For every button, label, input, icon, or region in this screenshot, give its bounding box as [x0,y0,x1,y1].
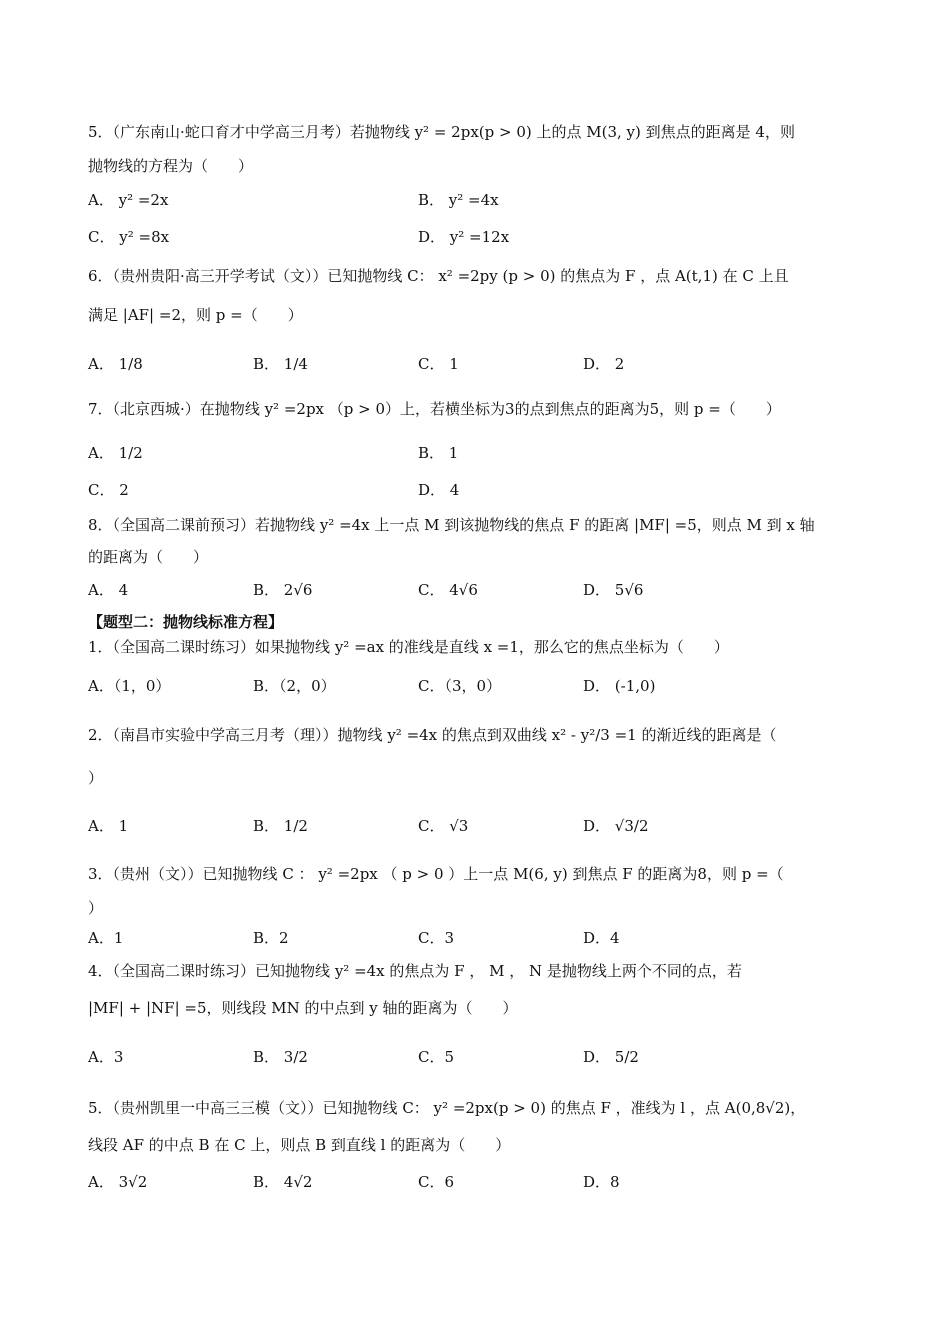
question-6-text: 6．（贵州贵阳·高三开学考试（文））已知抛物线 C： x² =2py (p > 0) 的焦点为 F ，点 A(t,1) 在 C 上且 [88,267,789,285]
s2-q4-option-a: A．3 [88,1048,124,1066]
s2-q2-option-d: D． √3/2 [583,817,649,835]
s2-q1-option-b: B．（2，0） [253,677,336,695]
q5-option-d: D． y² =12x [418,228,510,246]
s2-q2-option-c: C． √3 [418,817,469,835]
q7-option-b: B． 1 [418,444,459,462]
question-6-text-cont: 满足 |AF| =2，则 p =（ ） [88,306,303,324]
q7-option-c: C． 2 [88,481,129,499]
q6-option-d: D． 2 [583,355,625,373]
s2-q4-option-b: B． 3/2 [253,1048,308,1066]
question-8-text: 8．（全国高二课前预习）若抛物线 y² =4x 上一点 M 到该抛物线的焦点 F 的距离 |MF| =5，则点 M 到 x 轴 [88,516,815,534]
s2-question-4-text-cont: |MF| + |NF| =5，则线段 MN 的中点到 y 轴的距离为（ ） [88,999,518,1017]
question-7-text: 7．（北京西城·）在抛物线 y² =2px （p > 0）上，若横坐标为3的点到焦点的距离为5，则 p =（ ） [88,400,781,418]
s2-q2-option-a: A． 1 [88,817,129,835]
q8-option-d: D． 5√6 [583,581,644,599]
s2-q4-option-d: D． 5/2 [583,1048,639,1066]
s2-q2-option-b: B． 1/2 [253,817,308,835]
s2-q1-option-a: A．（1，0） [88,677,171,695]
question-5-text: 5．（广东南山·蛇口育才中学高三月考）若抛物线 y² = 2px(p > 0) 上的点 M(3, y) 到焦点的距离是 4，则 [88,123,795,141]
s2-q3-option-c: C．3 [418,929,455,947]
s2-q1-option-c: C．（3，0） [418,677,502,695]
s2-q5-option-b: B． 4√2 [253,1173,313,1191]
s2-q5-option-c: C．6 [418,1173,455,1191]
q8-option-c: C． 4√6 [418,581,478,599]
s2-q4-option-c: C．5 [418,1048,455,1066]
s2-q3-option-d: D．4 [583,929,620,947]
s2-question-4-text: 4．（全国高二课时练习）已知抛物线 y² =4x 的焦点为 F ， M ， N 是抛物线上两个不同的点，若 [88,962,742,980]
s2-q5-option-d: D．8 [583,1173,620,1191]
s2-q3-option-a: A．1 [88,929,124,947]
s2-question-5-text-cont: 线段 AF 的中点 B 在 C 上，则点 B 到直线 l 的距离为（ ） [88,1136,511,1154]
s2-question-3-text: 3．（贵州（文））已知抛物线 C ： y² =2px （ p > 0 ）上一点 M(6, y) 到焦点 F 的距离为8，则 p =（ [88,865,784,883]
q7-option-d: D． 4 [418,481,460,499]
s2-q3-option-b: B．2 [253,929,289,947]
question-8-text-cont: 的距离为（ ） [88,548,209,566]
question-5-text-cont: 抛物线的方程为（ ） [88,157,254,175]
s2-q5-option-a: A． 3√2 [88,1173,148,1191]
section-heading: 【题型二：抛物线标准方程】 [88,613,284,631]
s2-question-2-text: 2．（南昌市实验中学高三月考（理））抛物线 y² =4x 的焦点到双曲线 x² - y²/3 =1 的渐近线的距离是（ [88,726,777,744]
s2-question-3-text-cont: ） [88,899,104,917]
s2-q1-option-d: D． (-1,0) [583,677,656,695]
s2-question-2-text-cont: ） [88,769,104,787]
q6-option-b: B． 1/4 [253,355,308,373]
q5-option-a: A． y² =2x [88,191,169,209]
q8-option-b: B． 2√6 [253,581,313,599]
q8-option-a: A． 4 [88,581,129,599]
q7-option-a: A． 1/2 [88,444,143,462]
s2-question-1-text: 1．（全国高二课时练习）如果抛物线 y² =ax 的准线是直线 x =1，那么它的焦点坐标为（ ） [88,638,729,656]
s2-question-5-text: 5．（贵州凯里一中高三三模（文））已知抛物线 C： y² =2px(p > 0) 的焦点 F ，准线为 l ，点 A(0,8√2)， [88,1099,806,1117]
q6-option-c: C． 1 [418,355,459,373]
q5-option-b: B． y² =4x [418,191,499,209]
q5-option-c: C． y² =8x [88,228,170,246]
q6-option-a: A． 1/8 [88,355,143,373]
